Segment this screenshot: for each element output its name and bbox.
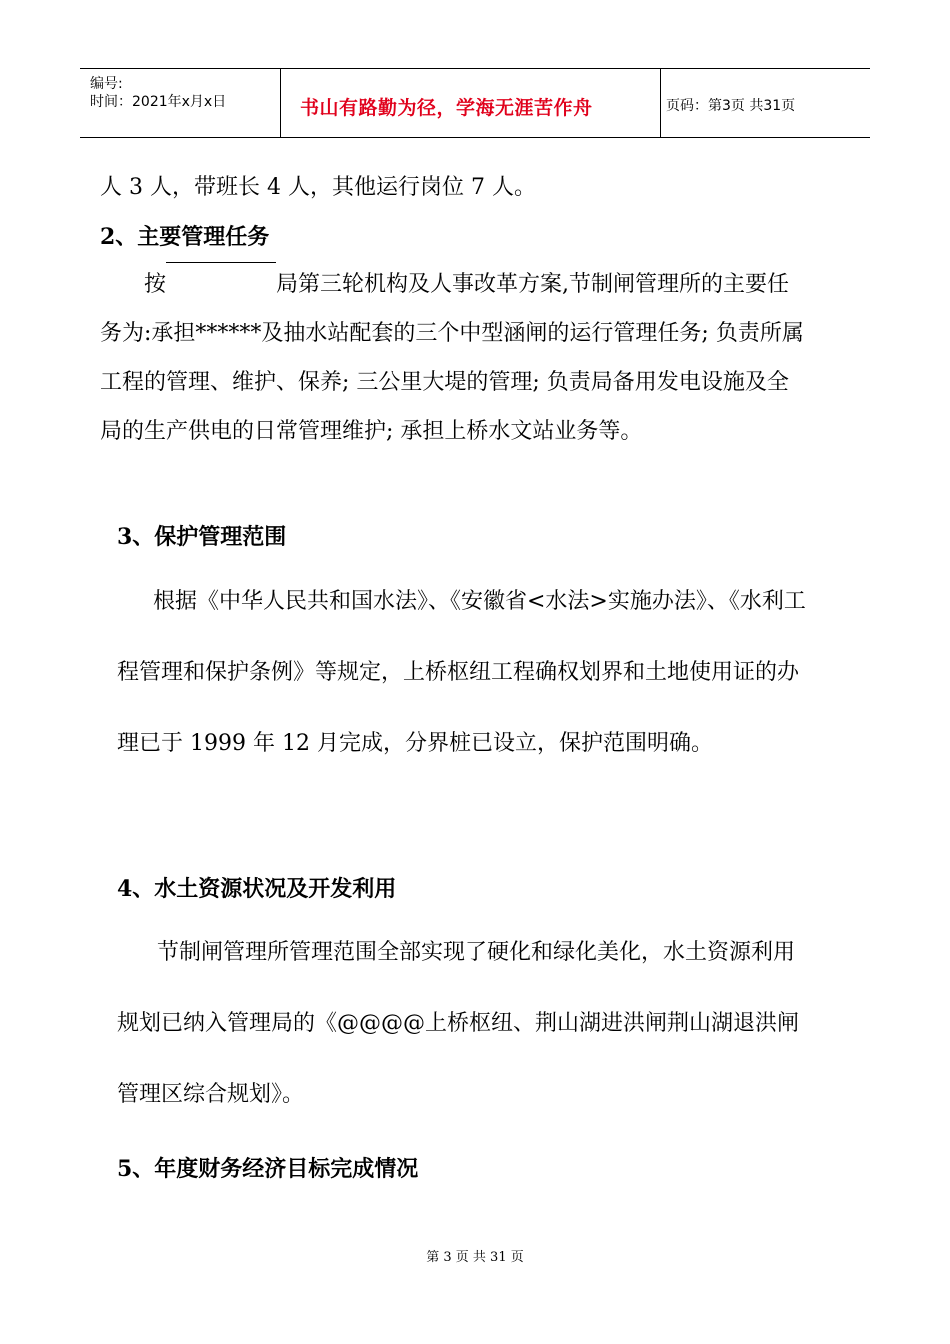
section-3-paragraph: 根据《中华人民共和国水法》、《安徽省<水法>实施办法》、《水利工程管理和保护条例》等规定，上桥枢纽工程确权划界和土地使用证的办理已于 1999 年 12 月完成，分界桩已设立，保护范围明确。	[117, 589, 806, 756]
section-4-paragraph: 节制闸管理所管理范围全部实现了硬化和绿化美化，水土资源利用规划已纳入管理局的《@@@@上桥枢纽、荆山湖进洪闸荆山湖退洪闸管理区综合规划》。	[117, 940, 800, 1107]
continuation-line: 人 3 人，带班长 4 人，其他运行岗位 7 人。	[100, 175, 536, 200]
section-2-text-start: 按	[144, 272, 167, 297]
section-5-heading: 5、年度财务经济目标完成情况	[117, 1156, 419, 1182]
header-page-cell	[660, 69, 870, 137]
header-page-info: 页码：第3页 共31页	[666, 98, 796, 114]
section-2-heading: 2、主要管理任务	[100, 224, 270, 250]
section-2-text: 局第三轮机构及人事改革方案,节制闸管理所的主要任务为:承担******及抽水站配套的三个中型涵闸的运行管理任务; 负责所属工程的管理、维护、保养; 三公里大堤的管理; 负责局备用发电设施及全局的生产供电的日常管理维护; 承担上桥水文站业务等。	[100, 272, 804, 444]
time-label: 时间：2021年x月x日	[90, 94, 227, 110]
section-3-heading: 3、保护管理范围	[117, 524, 287, 550]
serial-label: 编号:	[90, 76, 123, 92]
page-header	[80, 68, 870, 138]
header-motto-cell	[280, 69, 661, 137]
header-motto: 书山有路勤为径，学海无涯苦作舟	[300, 97, 593, 119]
section-4-heading: 4、水土资源状况及开发利用	[117, 876, 397, 902]
header-meta	[80, 69, 281, 137]
page-footer: 第 3 页 共 31 页	[426, 1250, 524, 1265]
section-2-paragraph	[100, 260, 810, 456]
fill-in-blank	[166, 262, 276, 264]
